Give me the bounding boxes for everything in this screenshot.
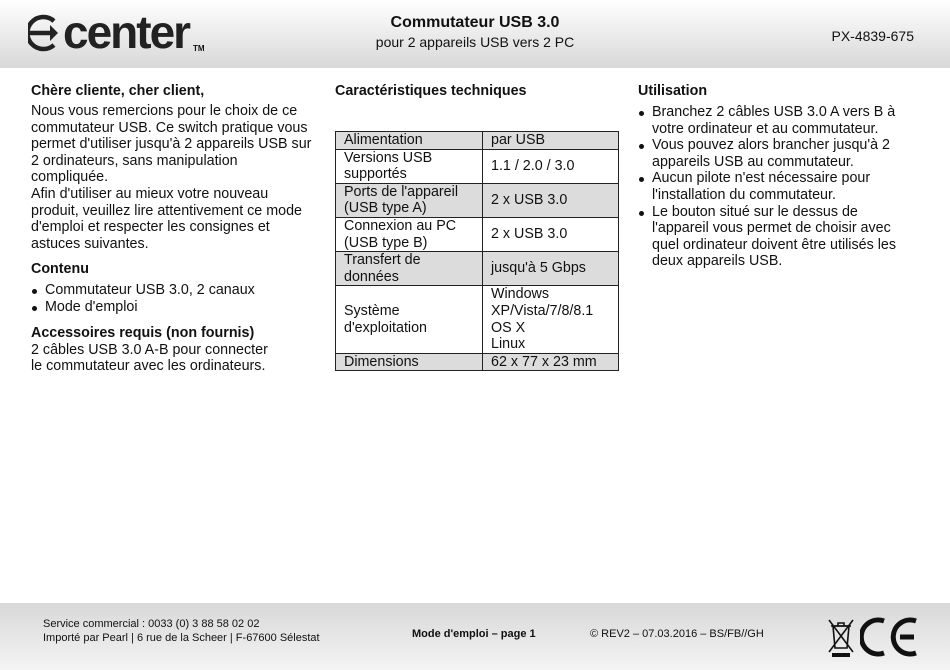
spec-value-line: OS X	[491, 319, 526, 336]
spec-key: Système d'exploitation	[336, 286, 483, 353]
specs-heading: Caractéristiques techniques	[335, 83, 527, 99]
specs-column	[335, 82, 620, 371]
spec-key: Connexion au PC (USB type B)	[336, 217, 483, 251]
spec-key: Transfert de données	[336, 252, 483, 286]
product-code: PX-4839-675	[831, 28, 914, 44]
table-row	[336, 353, 619, 371]
table-row	[336, 183, 619, 217]
intro-paragraph-2: Afin d'utiliser au mieux votre nouveau produit, veuillez lire attentivement ce mode d'emploi et respecter les consignes et astuces suivantes.	[31, 185, 302, 252]
accessories-heading: Accessoires requis (non fournis)	[31, 324, 255, 341]
spec-key: Ports de l'appareil (USB type A)	[336, 183, 483, 217]
weee-crossed-bin-icon	[826, 616, 856, 661]
spec-value: par USB	[483, 132, 619, 150]
page-header	[0, 0, 950, 68]
usage-heading: Utilisation	[638, 83, 708, 99]
table-row	[336, 217, 619, 251]
document-subtitle: pour 2 appareils USB vers 2 PC	[375, 34, 575, 50]
table-row	[336, 132, 619, 150]
service-phone: Service commercial : 0033 (0) 3 88 58 02 02	[43, 618, 260, 630]
list-item: Vous pouvez alors brancher jusqu'à 2 appareils USB au commutateur.	[638, 137, 908, 170]
list-item: Aucun pilote n'est nécessaire pour l'installation du commutateur.	[638, 170, 908, 203]
accessories-line-2: le commutateur avec les ordinateurs.	[31, 358, 266, 375]
page-footer	[0, 603, 950, 670]
table-row	[336, 252, 619, 286]
specs-table	[335, 131, 619, 371]
spec-value: 2 x USB 3.0	[483, 183, 619, 217]
intro-paragraph-1: Nous vous remercions pour le choix de ce commutateur USB. Ce switch pratique vous permet d'utiliser jusqu'à 2 appareils USB sur 2 ordinateurs, sans manipulation compliquée.	[31, 103, 312, 186]
spec-value-line: Windows XP/Vista/7/8/8.1	[491, 286, 594, 319]
spec-value: jusqu'à 5 Gbps	[483, 252, 619, 286]
contents-list	[31, 282, 316, 315]
table-row	[336, 286, 619, 353]
svg-text:center: center	[63, 12, 190, 54]
list-item: Mode d'emploi	[31, 299, 316, 316]
list-item: Le bouton situé sur le dessus de l'appareil vous permet de choisir avec quel ordinateur doivent être utilisés les deux appareils USB.	[638, 204, 908, 270]
page-label: Mode d'emploi – page 1	[412, 628, 536, 640]
importer-address: Importé par Pearl | 6 rue de la Scheer | F-67600 Sélestat	[43, 632, 320, 644]
trademark-mark: TM	[193, 44, 205, 53]
spec-value-line: Linux	[491, 336, 526, 353]
footer-contact	[43, 617, 320, 645]
spec-value: 62 x 77 x 23 mm	[483, 353, 619, 371]
spec-key: Alimentation	[336, 132, 483, 150]
spec-value: 1.1 / 2.0 / 3.0	[483, 149, 619, 183]
ce-mark-icon	[860, 616, 920, 661]
table-row	[336, 149, 619, 183]
accessories-line-1: 2 câbles USB 3.0 A-B pour connecter	[31, 341, 268, 358]
spec-key: Versions USB supportés	[336, 149, 483, 183]
greeting-heading: Chère cliente, cher client,	[31, 83, 205, 99]
list-item: Branchez 2 câbles USB 3.0 A vers B à votre ordinateur et au commutateur.	[638, 104, 908, 137]
spec-value: 2 x USB 3.0	[483, 217, 619, 251]
contents-heading: Contenu	[31, 261, 89, 278]
revision-label: © REV2 – 07.03.2016 – BS/FB//GH	[590, 628, 764, 640]
intro-column	[31, 82, 316, 375]
list-item: Commutateur USB 3.0, 2 canaux	[31, 282, 316, 299]
spec-key: Dimensions	[336, 353, 483, 371]
spec-value	[483, 286, 619, 353]
usage-list	[638, 104, 908, 270]
usage-column	[638, 82, 908, 270]
document-title: Commutateur USB 3.0	[390, 14, 560, 31]
